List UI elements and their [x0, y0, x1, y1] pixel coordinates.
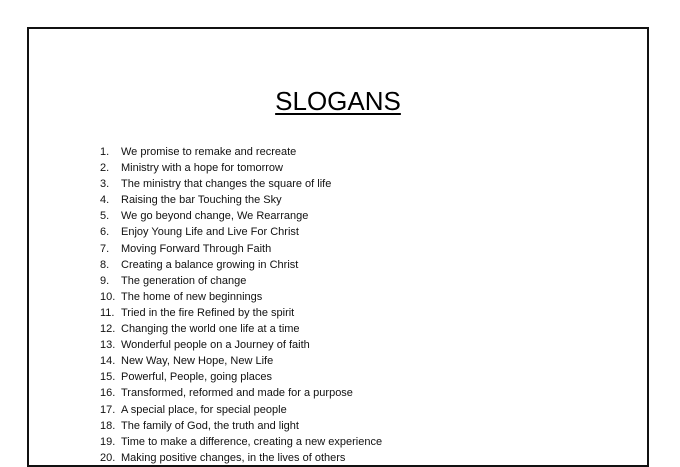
- item-text: The generation of change: [121, 274, 247, 287]
- item-number: 1.: [100, 146, 110, 158]
- list-item: [100, 241, 382, 257]
- item-text: Tried in the fire Refined by the spirit: [121, 306, 295, 319]
- list-item: [100, 402, 382, 418]
- item-text: Powerful, People, going places: [121, 371, 273, 384]
- item-number: 8.: [100, 258, 110, 271]
- item-number: 2.: [100, 162, 110, 175]
- item-text: Transformed, reformed and made for a purpose: [121, 387, 353, 400]
- item-text: Wonderful people on a Journey of faith: [121, 339, 310, 352]
- item-number: 14.: [100, 355, 116, 368]
- list-item: [100, 418, 382, 434]
- item-number: 19.: [100, 435, 116, 448]
- item-number: 17.: [100, 403, 116, 416]
- item-text: The home of new beginnings: [121, 290, 263, 303]
- item-number: 6.: [100, 226, 110, 239]
- list-item: [100, 434, 382, 450]
- list-item: [100, 337, 382, 353]
- item-text: We promise to remake and recreate: [121, 146, 297, 158]
- item-number: 15.: [100, 371, 116, 384]
- list-item: [100, 160, 382, 176]
- item-text: Making positive changes, in the lives of others: [121, 451, 346, 464]
- list-item: [100, 321, 382, 337]
- item-text: Raising the bar Touching the Sky: [121, 194, 282, 207]
- item-number: 7.: [100, 242, 110, 255]
- item-number: 10.: [100, 290, 116, 303]
- item-text: The ministry that changes the square of life: [121, 178, 332, 191]
- list-item: [100, 208, 382, 224]
- list-item: [100, 289, 382, 305]
- item-text: A special place, for special people: [121, 403, 287, 416]
- item-text: Changing the world one life at a time: [121, 323, 300, 336]
- item-number: 3.: [100, 178, 110, 191]
- slogan-list: [100, 144, 382, 466]
- list-item: [100, 273, 382, 289]
- list-item: [100, 257, 382, 273]
- list-item: [100, 369, 382, 385]
- list-item: [100, 385, 382, 401]
- item-text: New Way, New Hope, New Life: [121, 355, 274, 368]
- list-item: [100, 176, 382, 192]
- list-item: [100, 224, 382, 240]
- item-number: 13.: [100, 339, 116, 352]
- item-text: The family of God, the truth and light: [121, 419, 299, 432]
- page-title: SLOGANS: [275, 86, 401, 116]
- list-item: [100, 144, 382, 160]
- list-item: [100, 353, 382, 369]
- item-number: 12.: [100, 323, 116, 336]
- item-number: 4.: [100, 194, 110, 207]
- item-text: Creating a balance growing in Christ: [121, 258, 299, 271]
- item-text: Moving Forward Through Faith: [121, 242, 272, 255]
- list-item: [100, 305, 382, 321]
- item-text: Time to make a difference, creating a new experience: [121, 435, 383, 448]
- item-number: 18.: [100, 419, 116, 432]
- item-text: We go beyond change, We Rearrange: [121, 210, 309, 223]
- item-number: 20.: [100, 451, 116, 464]
- item-text: Enjoy Young Life and Live For Christ: [121, 226, 299, 239]
- item-number: 11.: [100, 306, 115, 319]
- document-page: [27, 27, 649, 467]
- item-text: Ministry with a hope for tomorrow: [121, 162, 283, 175]
- list-item: [100, 450, 382, 466]
- list-item: [100, 192, 382, 208]
- item-number: 9.: [100, 274, 110, 287]
- item-number: 16.: [100, 387, 116, 400]
- item-number: 5.: [100, 210, 110, 223]
